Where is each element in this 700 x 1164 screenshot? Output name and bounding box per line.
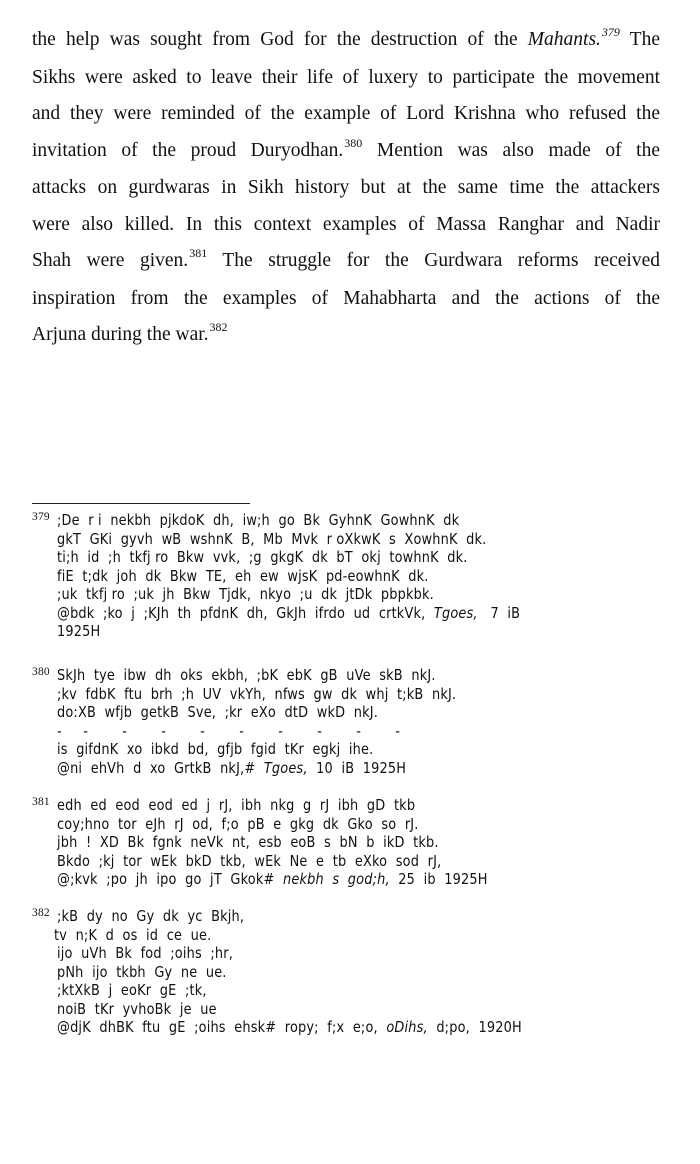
text-run: the help was sought from God for the destruction of the <box>32 29 528 50</box>
footnote-line: 1925H <box>57 622 101 640</box>
footnote-separator <box>32 503 250 504</box>
text-run: @;kvk ;po jh ipo go jT Gkok# <box>57 870 284 888</box>
footnote-line: fiE t;dk joh dk Bkw TE, eh ew wjsK pd-eowhnK dk. <box>57 566 429 585</box>
body-line <box>32 133 660 171</box>
source-title: Tgoes, <box>263 758 308 777</box>
body-line <box>32 243 660 281</box>
footnote-379 <box>32 511 672 641</box>
text-run: 10 iB 1925H <box>307 758 407 777</box>
footnote-citation <box>57 1018 586 1037</box>
footnote-line: noiB tKr yvhoBk je ue <box>57 999 217 1018</box>
text-run: 25 ib 1925H <box>389 870 488 888</box>
text-run: The struggle for the Gurdwara reforms received <box>207 250 660 271</box>
footnote-382 <box>32 907 672 1037</box>
text-run: Mention was also made of the <box>362 139 660 161</box>
footnote-380 <box>32 666 672 777</box>
footnote-line: gkT GKi gyvh wB wshnK B, Mb Mvk r oXkwK s XowhnK dk. <box>57 529 487 548</box>
footnote-line: ;kv fdbK ftu brh ;h UV vkYh, nfws gw dk whj t;kB nkJ. <box>57 684 457 703</box>
footnote-line: ;kB dy no Gy dk yc Bkjh, <box>57 907 245 925</box>
footnote-line: ijo uVh Bk fod ;oihs ;hr, <box>57 944 233 962</box>
body-line: inspiration from the examples of Mahabharta and the actions of the <box>32 287 660 309</box>
body-paragraph <box>32 22 660 355</box>
footnote-line: ;ktXkB j eoKr gE ;tk, <box>57 981 207 999</box>
source-title: nekbh s god;h, <box>283 870 390 888</box>
footnote-number: 379 <box>32 511 50 523</box>
footnote-381 <box>32 796 672 889</box>
text-run: invitation of the proud Duryodhan. <box>32 139 344 161</box>
footnote-line: edh ed eod eod ed j rJ, ibh nkg g rJ ibh gD tkb <box>57 796 416 814</box>
footnote-ref-381[interactable]: 381 <box>189 246 208 260</box>
footnote-line: SkJh tye ibw dh oks ekbh, ;bK ebK gB uVe skB nkJ. <box>57 666 436 684</box>
body-line: attacks on gurdwaras in Sikh history but at the same time the attackers <box>32 177 660 198</box>
footnote-line: pNh ijo tkbh Gy ne ue. <box>57 962 227 981</box>
footnote-citation <box>57 870 586 889</box>
footnote-number: 381 <box>32 796 50 808</box>
body-line: and they were reminded of the example of Lord Krishna who refused the <box>32 103 660 124</box>
body-line: Sikhs were asked to leave their life of luxery to participate the movement <box>32 66 660 88</box>
footnote-citation <box>57 759 586 778</box>
footnote-line: coy;hno tor eJh rJ od, f;o pB e gkg dk Gko so rJ. <box>57 814 419 833</box>
footnote-line: tv n;K d os id ce ue. <box>54 925 212 944</box>
footnote-ellipsis: - - - - - - - - - - <box>57 721 401 740</box>
text-run: The <box>619 29 660 50</box>
body-line: were also killed. In this context examples of Massa Ranghar and Nadir <box>32 213 660 235</box>
source-title: Tgoes, <box>433 603 478 622</box>
footnote-ref-380[interactable]: 380 <box>344 135 363 150</box>
text-run: @djK dhBK ftu gE ;oihs ehsk# ropy; f;x e;o, <box>57 1018 387 1036</box>
footnote-number: 382 <box>32 907 50 919</box>
text-run: 7 iB <box>477 603 521 622</box>
footnote-ref-379[interactable]: 379 <box>601 25 620 39</box>
footnote-line: ti;h id ;h tkfj ro Bkw vvk, ;g gkgK dk bT okj towhnK dk. <box>57 548 468 566</box>
italic-term: Mahants. <box>527 29 601 50</box>
footnote-line: ;uk tkfj ro ;uk jh Bkw Tjdk, nkyo ;u dk jtDk pbpkbk. <box>57 585 434 603</box>
body-line <box>32 22 660 60</box>
footnote-line: is gifdnK xo ibkd bd, gfjb fgid tKr egkj ihe. <box>57 740 374 758</box>
text-run: Shah were given. <box>32 250 189 271</box>
body-line <box>32 317 660 355</box>
footnote-line: Bkdo ;kj tor wEk bkD tkb, wEk Ne e tb eXko sod rJ, <box>57 851 442 870</box>
footnote-citation <box>57 604 586 623</box>
text-run: d;po, 1920H <box>427 1018 522 1036</box>
text-run: @ni ehVh d xo GrtkB nkJ,# <box>57 758 264 777</box>
footnote-line: do:XB wfjb getkB Sve, ;kr eXo dtD wkD nkJ. <box>57 703 379 721</box>
source-title: oDihs, <box>386 1018 428 1036</box>
text-run: @bdk ;ko j ;KJh th pfdnK dh, GkJh ifrdo ud crtkVk, <box>57 603 434 622</box>
footnote-line: jbh ! XD Bk fgnk neVk nt, esb eoB s bN b ikD tkb. <box>57 833 439 851</box>
footnote-number: 380 <box>32 666 50 678</box>
footnote-line: ;De r i nekbh pjkdoK dh, iw;h go Bk GyhnK GowhnK dk <box>57 511 460 529</box>
footnote-ref-382[interactable]: 382 <box>209 320 228 334</box>
text-run: Arjuna during the war. <box>32 324 209 345</box>
